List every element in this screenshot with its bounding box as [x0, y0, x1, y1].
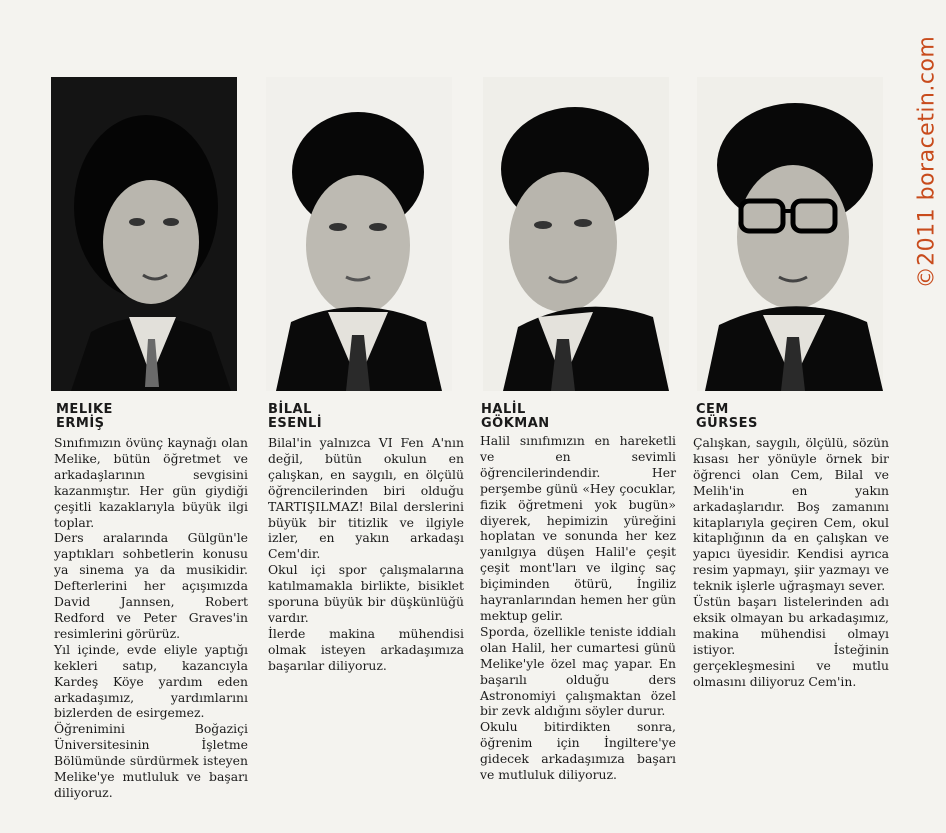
bio-paragraph: Halil sınıfımızın en hareketli ve en sevimli öğrencilerindendir. Her perşembe günü «Hey çocuklar, fizik öğretmeni yok bugün» diyerek, hepimizin yüreğini hoplatan ve sonunda her kez yanılgıya düşen Halil'e çeşit çeşit mont'ları ve ilginç saç biçiminden ötürü, İngiliz hayranlarından hemen her gün mektup gelir. — [480, 433, 676, 623]
bio-paragraph: Üstün başarı listelerinden adı eksik olmayan bu arkadaşımız, makina mühendisi olmayı istiyor. İsteğinin gerçekleşmesini ve mutlu olmasını diliyoruz Cem'in. — [693, 594, 889, 689]
bio-paragraph: Öğrenimini Boğaziçi Üniversitesinin İşletme Bölümünde sürdürmek isteyen Melike'ye mutluluk ve başarı diliyoruz. — [54, 721, 248, 800]
first-name: MELIKE — [56, 402, 113, 417]
bio-paragraph: Okul içi spor çalışmalarına katılmamakla birlikte, bisiklet sporuna büyük bir düşkünlüğü vardır. — [268, 562, 464, 625]
watermark — [912, 22, 942, 302]
last-name: ERMİŞ — [56, 416, 105, 431]
bio-paragraph: Bilal'in yalnızca VI Fen A'nın değil, bütün okulun en çalışkan, en saygılı, en ölçülü öğrencilerinden biri olduğu TARTIŞILMAZ! Bilal derslerini büyük bir titizlik ve ilgiyle izler, en yakın arkadaşı Cem'dir. — [268, 435, 464, 562]
portrait-photo-halil — [483, 77, 669, 391]
bio-halil — [480, 433, 676, 783]
student-name-melike — [56, 403, 113, 431]
bio-paragraph: Sınıfımızın övünç kaynağı olan Melike, bütün öğretmet ve arkadaşlarının sevgisini kazanmıştır. Her gün giydiği çeşitli kazaklarıyla büyük ilgi toplar. — [54, 435, 248, 530]
bio-cem — [693, 435, 889, 690]
bio-bilal — [268, 435, 464, 674]
last-name: GÖKMAN — [481, 416, 550, 431]
last-name: GÜRSES — [696, 416, 758, 431]
last-name: ESENLİ — [268, 416, 323, 431]
bio-paragraph: Okulu bitirdikten sonra, öğrenim için İngiltere'ye gidecek arkadaşımıza başarı ve mutluluk diliyoruz. — [480, 719, 676, 783]
portrait-photo-cem — [697, 77, 883, 391]
bio-paragraph: İlerde makina mühendisi olmak isteyen arkadaşımıza başarılar diliyoruz. — [268, 625, 464, 673]
bio-melike — [54, 435, 248, 801]
portrait-photo-bilal — [266, 77, 452, 391]
first-name: CEM — [696, 402, 729, 417]
first-name: BİLAL — [268, 402, 312, 417]
portrait-photo-melike — [51, 77, 237, 391]
bio-paragraph: Ders aralarında Gülgün'le yaptıkları sohbetlerin konusu ya sinema ya da musikidir. Defterlerini her açışımızda David Jannsen, Robert Redford ve Peter Graves'in resimlerini görürüz. — [54, 530, 248, 641]
student-name-halil — [481, 403, 550, 431]
bio-paragraph: Sporda, özellikle teniste iddialı olan Halil, her cumartesi günü Melike'yle özel maç yapar. En başarılı olduğu ders Astronomiyi çalışmaktan özel bir zevk aldığını söyler durur. — [480, 623, 676, 719]
bio-paragraph: Yıl içinde, evde eliyle yaptığı kekleri satıp, kazancıyla Kardeş Köye yardım eden arkadaşımız, yardımlarını bizlerden de esirgemez. — [54, 641, 248, 721]
student-name-bilal — [268, 403, 322, 431]
watermark-text: ©2011 boracetin.com — [914, 35, 940, 289]
first-name: HALİL — [481, 402, 526, 417]
bio-paragraph: Çalışkan, saygılı, ölçülü, sözün kısası her yönüyle örnek bir öğrenci olan Cem, Bilal ve Melih'in en yakın arkadaşlarıdır. Boş zamanını kitaplarıyla geçiren Cem, okul kitaplığının da en çalışkan ve yapıcı üyesidir. Kendisi ayrıca resim yapmayı, şiir yazmayı ve teknik işlerle uğraşmayı sever. — [693, 435, 889, 594]
student-name-cem — [696, 403, 758, 431]
